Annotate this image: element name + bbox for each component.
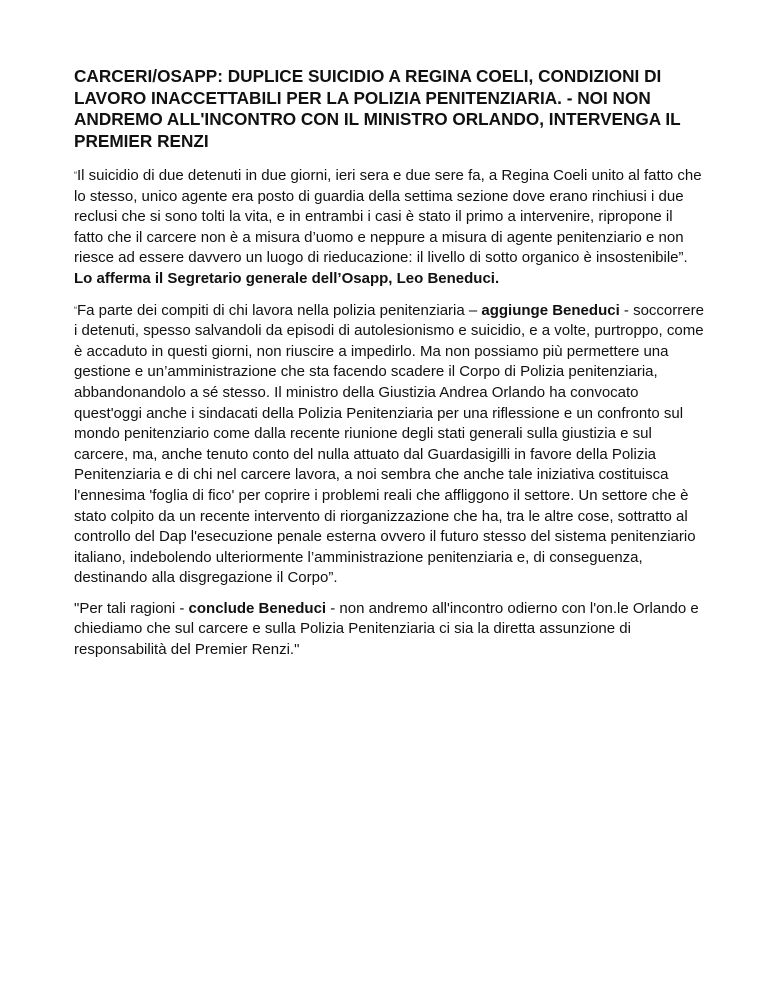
paragraph-3 xyxy=(74,599,704,661)
paragraph-2-bold: aggiunge Beneduci xyxy=(481,301,620,319)
paragraph-2 xyxy=(74,300,704,589)
paragraph-2-text-2: - soccorrere i detenuti, spesso salvandoli da episodi di autolesionismo e suicidio, e a volte, purtroppo, come è accaduto in questi giorni, non riuscire a impedirlo. Ma non possiamo più permettere una gestione e un’amministrazione che sta facendo scadere il Corpo di Polizia penitenziaria, abbandonandolo a sé stesso. Il ministro della Giustizia Andrea Orlando ha convocato quest'oggi anche i sindacati della Polizia Penitenziaria per una riflessione e un confronto sul mondo penitenziario come dalla recente riunione degli stati generali sulla giustizia e sul carcere, ma, anche tenuto conto del nulla attuato dal Guardasigilli in favore della Polizia Penitenziaria e di chi nel carcere lavora, a noi sembra che anche tale iniziativa costituisca l'ennesima 'foglia di fico' per coprire i problemi reali che affliggono il settore. Un settore che è stato colpito da un recente intervento di riorganizzazione che ha, tra le altre cose, sottratto al controllo del Dap l'esecuzione penale esterna ovvero il futuro stesso del sistema penitenziario italiano, indebolendo ulteriormente l’amministrazione penitenziaria e, di conseguenza, destinando alla disgregazione il Corpo”. xyxy=(74,301,704,587)
paragraph-1-text: Il suicidio di due detenuti in due giorni, ieri sera e due sere fa, a Regina Coeli unito al fatto che lo stesso, unico agente era posto di guardia della settima sezione dove erano rinchiusi i due reclusi che si sono tolti la vita, e in entrambi i casi è stato il primo a intervenire, ripropone il fatto che il carcere non è a misura d’uomo e neppure a misura di agente penitenziario e non riesce ad essere davvero un luogo di rieducazione: il livello di sotto organico è insostenibile”. xyxy=(74,167,702,267)
paragraph-3-text-2: - non andremo all'incontro odierno con l'on.le Orlando e chiediamo che sul carcere e sulla Polizia Penitenziaria ci sia la diretta assunzione di responsabilità del Premier Renzi." xyxy=(74,599,699,659)
paragraph-2-open-quote: “ xyxy=(74,304,77,315)
paragraph-1-bold: Lo afferma il Segretario generale dell’Osapp, Leo Beneduci. xyxy=(74,269,500,287)
paragraph-1-open-quote: “ xyxy=(74,170,77,180)
paragraph-3-bold: conclude Beneduci xyxy=(188,599,327,617)
paragraph-3-text-1: "Per tali ragioni - xyxy=(74,599,189,617)
document-page xyxy=(74,66,704,671)
paragraph-1 xyxy=(74,165,704,290)
document-title: CARCERI/OSAPP: DUPLICE SUICIDIO A REGINA COELI, CONDIZIONI DI LAVORO INACCETTABILI PER LA POLIZIA PENITENZIARIA. - NOI NON ANDREMO ALL'INCONTRO CON IL MINISTRO ORLANDO, INTERVENGA IL PREMIER RENZI xyxy=(74,66,681,151)
paragraph-2-text-1: Fa parte dei compiti di chi lavora nella polizia penitenziaria – xyxy=(77,301,482,319)
